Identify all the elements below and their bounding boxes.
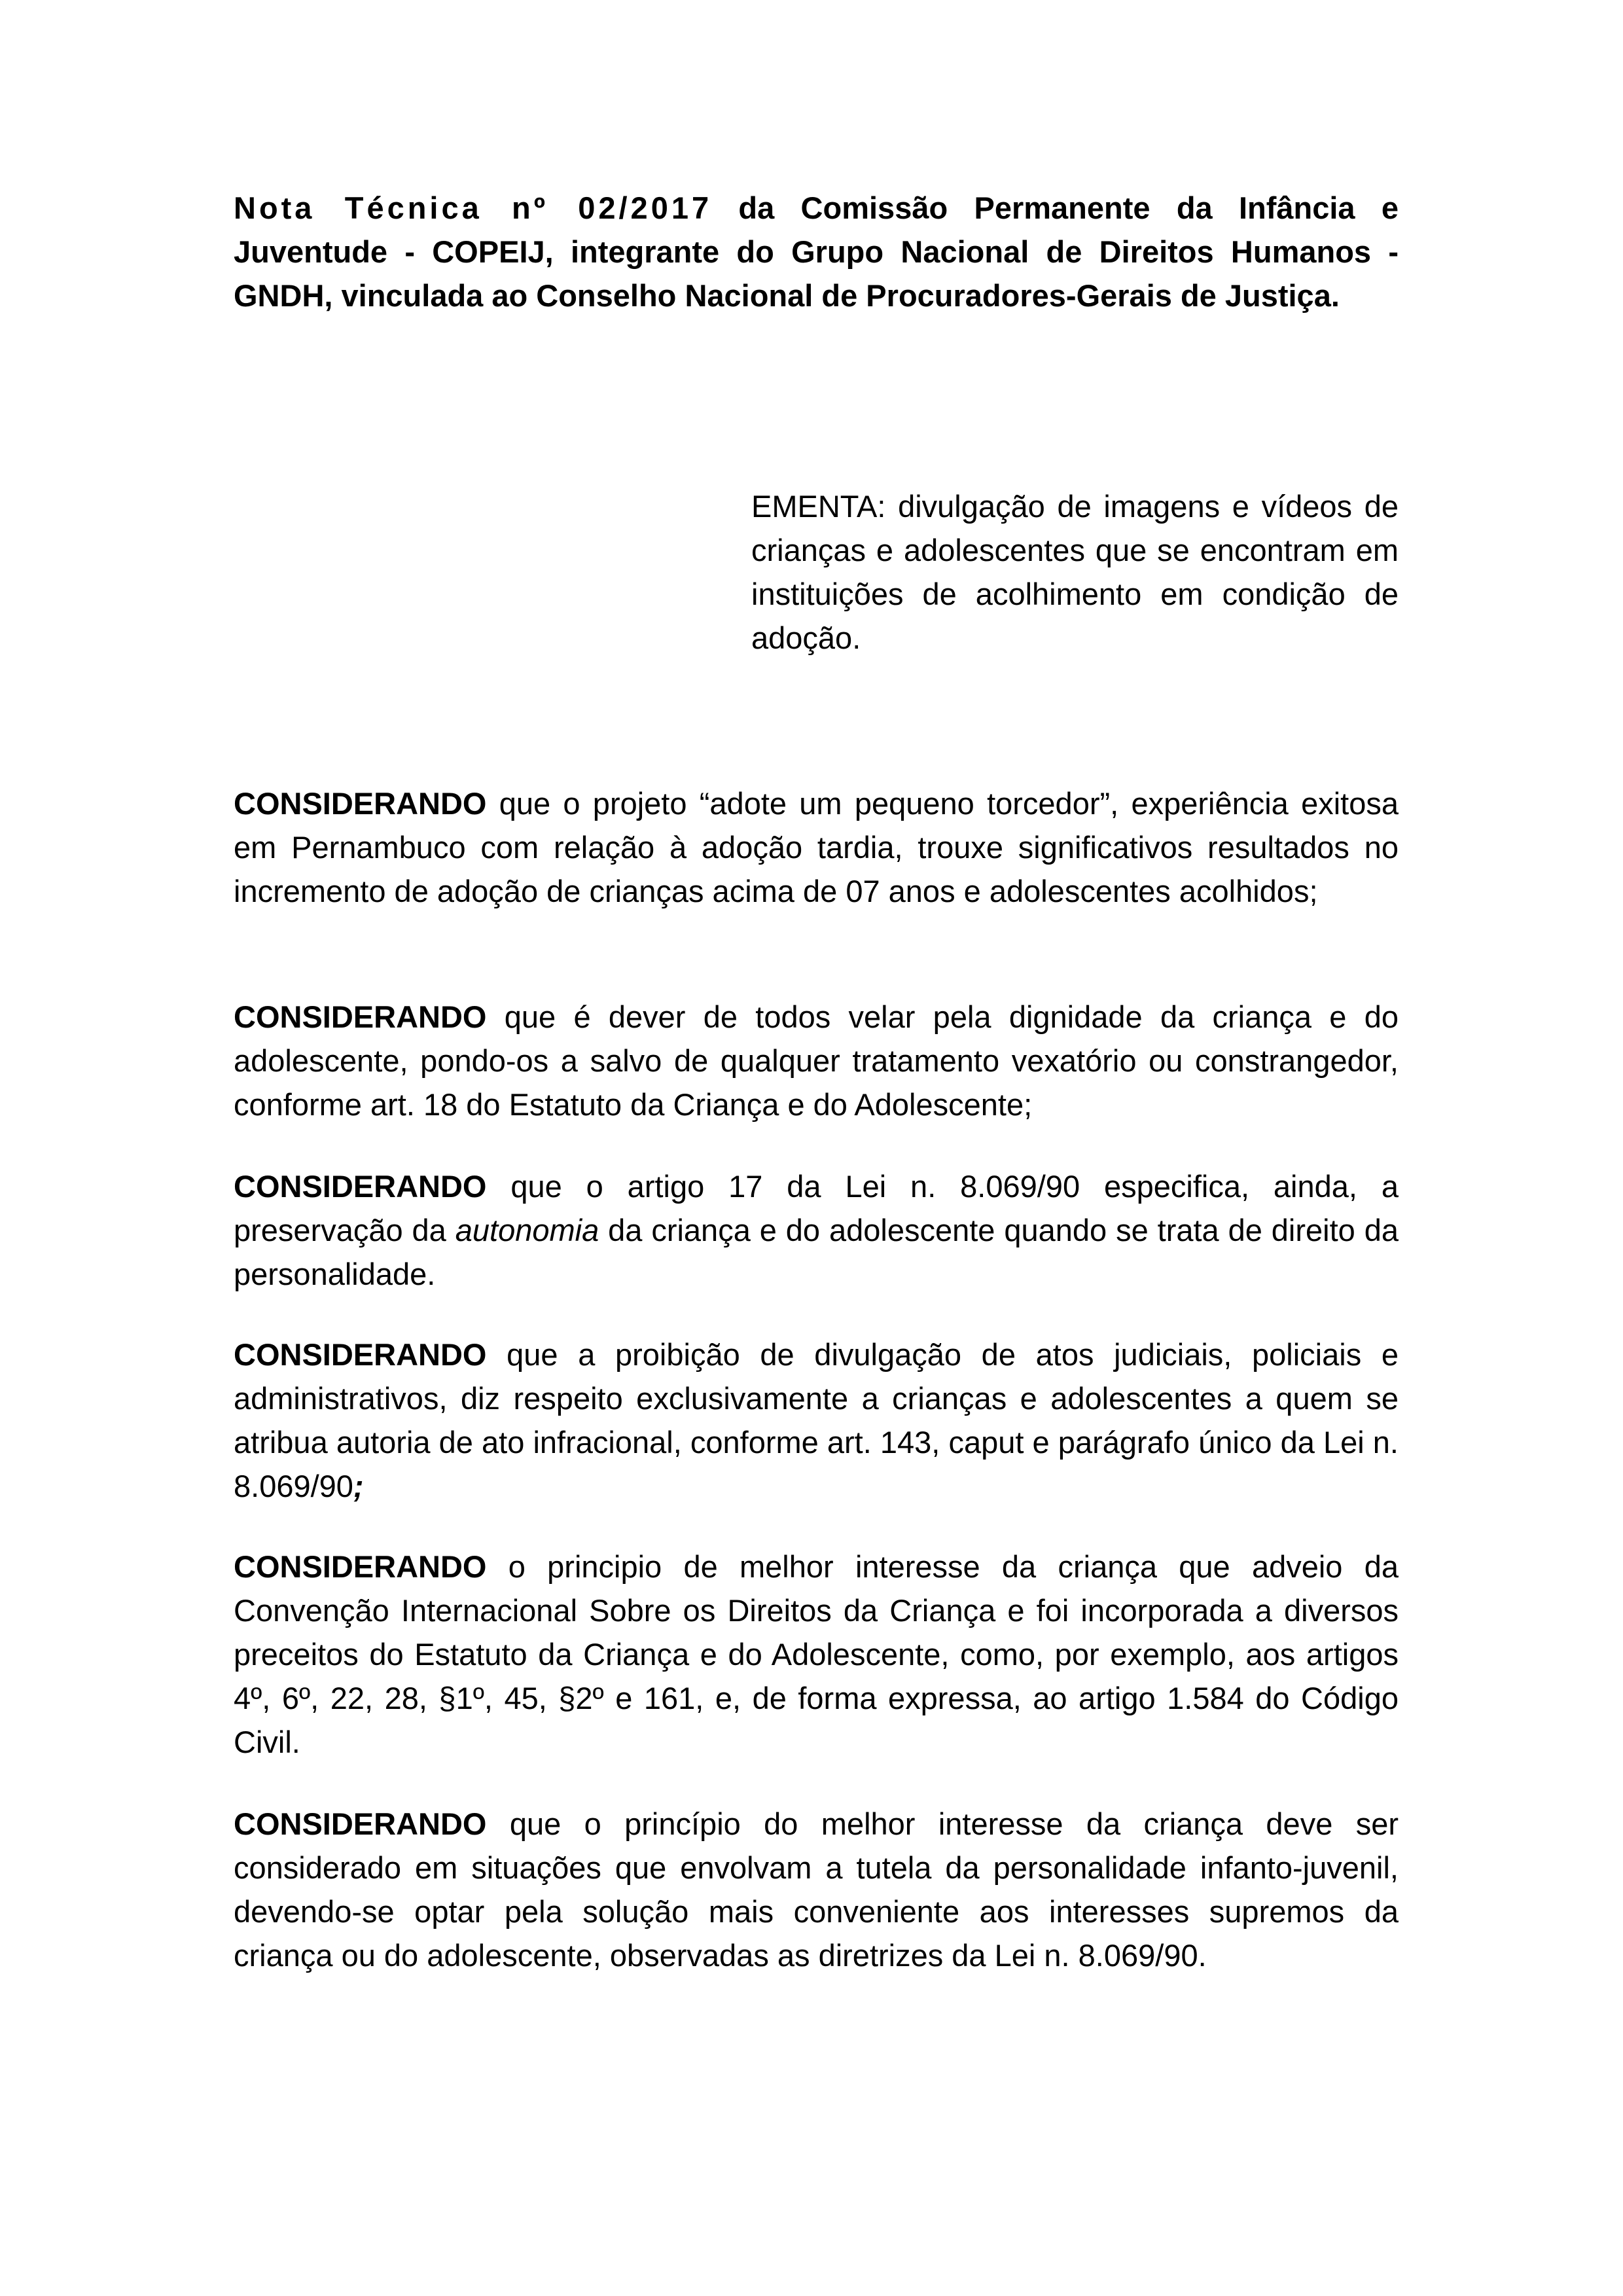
ementa-block: EMENTA: divulgação de imagens e vídeos de crianças e adolescentes que se encontram em instituições de acolhimento em condição de adoção. bbox=[751, 489, 1399, 655]
document-title-number: Nota Técnica nº 02/2017 bbox=[234, 190, 713, 225]
considerando-label: CONSIDERANDO bbox=[234, 1806, 487, 1841]
considerando-label: CONSIDERANDO bbox=[234, 1549, 487, 1584]
considerando-paragraph-1 bbox=[234, 781, 1399, 913]
considerando-label: CONSIDERANDO bbox=[234, 1337, 487, 1372]
paragraph-text: que o princípio do melhor interesse da criança deve ser considerado em situações que envolvam a tutela da personalidade infanto-juvenil, devendo-se optar pela solução mais conveniente aos interesses supremos da criança ou do adolescente, observadas as diretrizes da Lei n. 8.069/90. bbox=[234, 1806, 1399, 1973]
considerando-paragraph-5 bbox=[234, 1545, 1399, 1764]
paragraph-text: que o projeto “adote um pequeno torcedor”, experiência exitosa em Pernambuco com relação à adoção tardia, trouxe significativos resultados no incremento de adoção de crianças acima de 07 anos e adolescentes acolhidos; bbox=[234, 786, 1399, 908]
considerando-label: CONSIDERANDO bbox=[234, 786, 487, 821]
considerando-label: CONSIDERANDO bbox=[234, 1169, 487, 1204]
paragraph-text: que o artigo 17 da Lei n. 8.069/90 especifica, ainda, a preservação da bbox=[234, 1169, 1399, 1247]
considerando-paragraph-6 bbox=[234, 1802, 1399, 1977]
considerando-paragraph-4 bbox=[234, 1333, 1399, 1508]
document-title-text: da Comissão Permanente da Infância e Juventude - COPEIJ, integrante do Grupo Nacional de Direitos Humanos - GNDH, vinculada ao Conselho Nacional de Procuradores-Gerais de Justiça. bbox=[234, 190, 1399, 313]
considerando-label: CONSIDERANDO bbox=[234, 999, 487, 1034]
considerando-paragraph-3 bbox=[234, 1164, 1399, 1296]
paragraph-text: o principio de melhor interesse da criança que adveio da Convenção Internacional Sobre os Direitos da Criança e foi incorporada a diversos preceitos do Estatuto da Criança e do Adolescente, como, por exemplo, aos artigos 4º, 6º, 22, 28, §1º, 45, §2º e 161, e, de forma expressa, ao artigo 1.584 do Código Civil. bbox=[234, 1549, 1399, 1759]
paragraph-text: que é dever de todos velar pela dignidade da criança e do adolescente, pondo-os a salvo de qualquer tratamento vexatório ou constrangedor, conforme art. 18 do Estatuto da Criança e do Adolescente; bbox=[234, 999, 1399, 1122]
paragraph-italic-text: autonomia bbox=[455, 1213, 599, 1247]
document-title bbox=[234, 186, 1399, 317]
paragraph-end-mark: ; bbox=[353, 1469, 364, 1503]
paragraph-text: que a proibição de divulgação de atos judiciais, policiais e administrativos, diz respeito exclusivamente a crianças e adolescentes a quem se atribua autoria de ato infracional, conforme art. 143, caput e parágrafo único da Lei n. 8.069/90 bbox=[234, 1337, 1399, 1503]
considerando-paragraph-2 bbox=[234, 995, 1399, 1126]
paragraph-text: da criança e do adolescente quando se trata de direito da personalidade. bbox=[234, 1213, 1399, 1291]
